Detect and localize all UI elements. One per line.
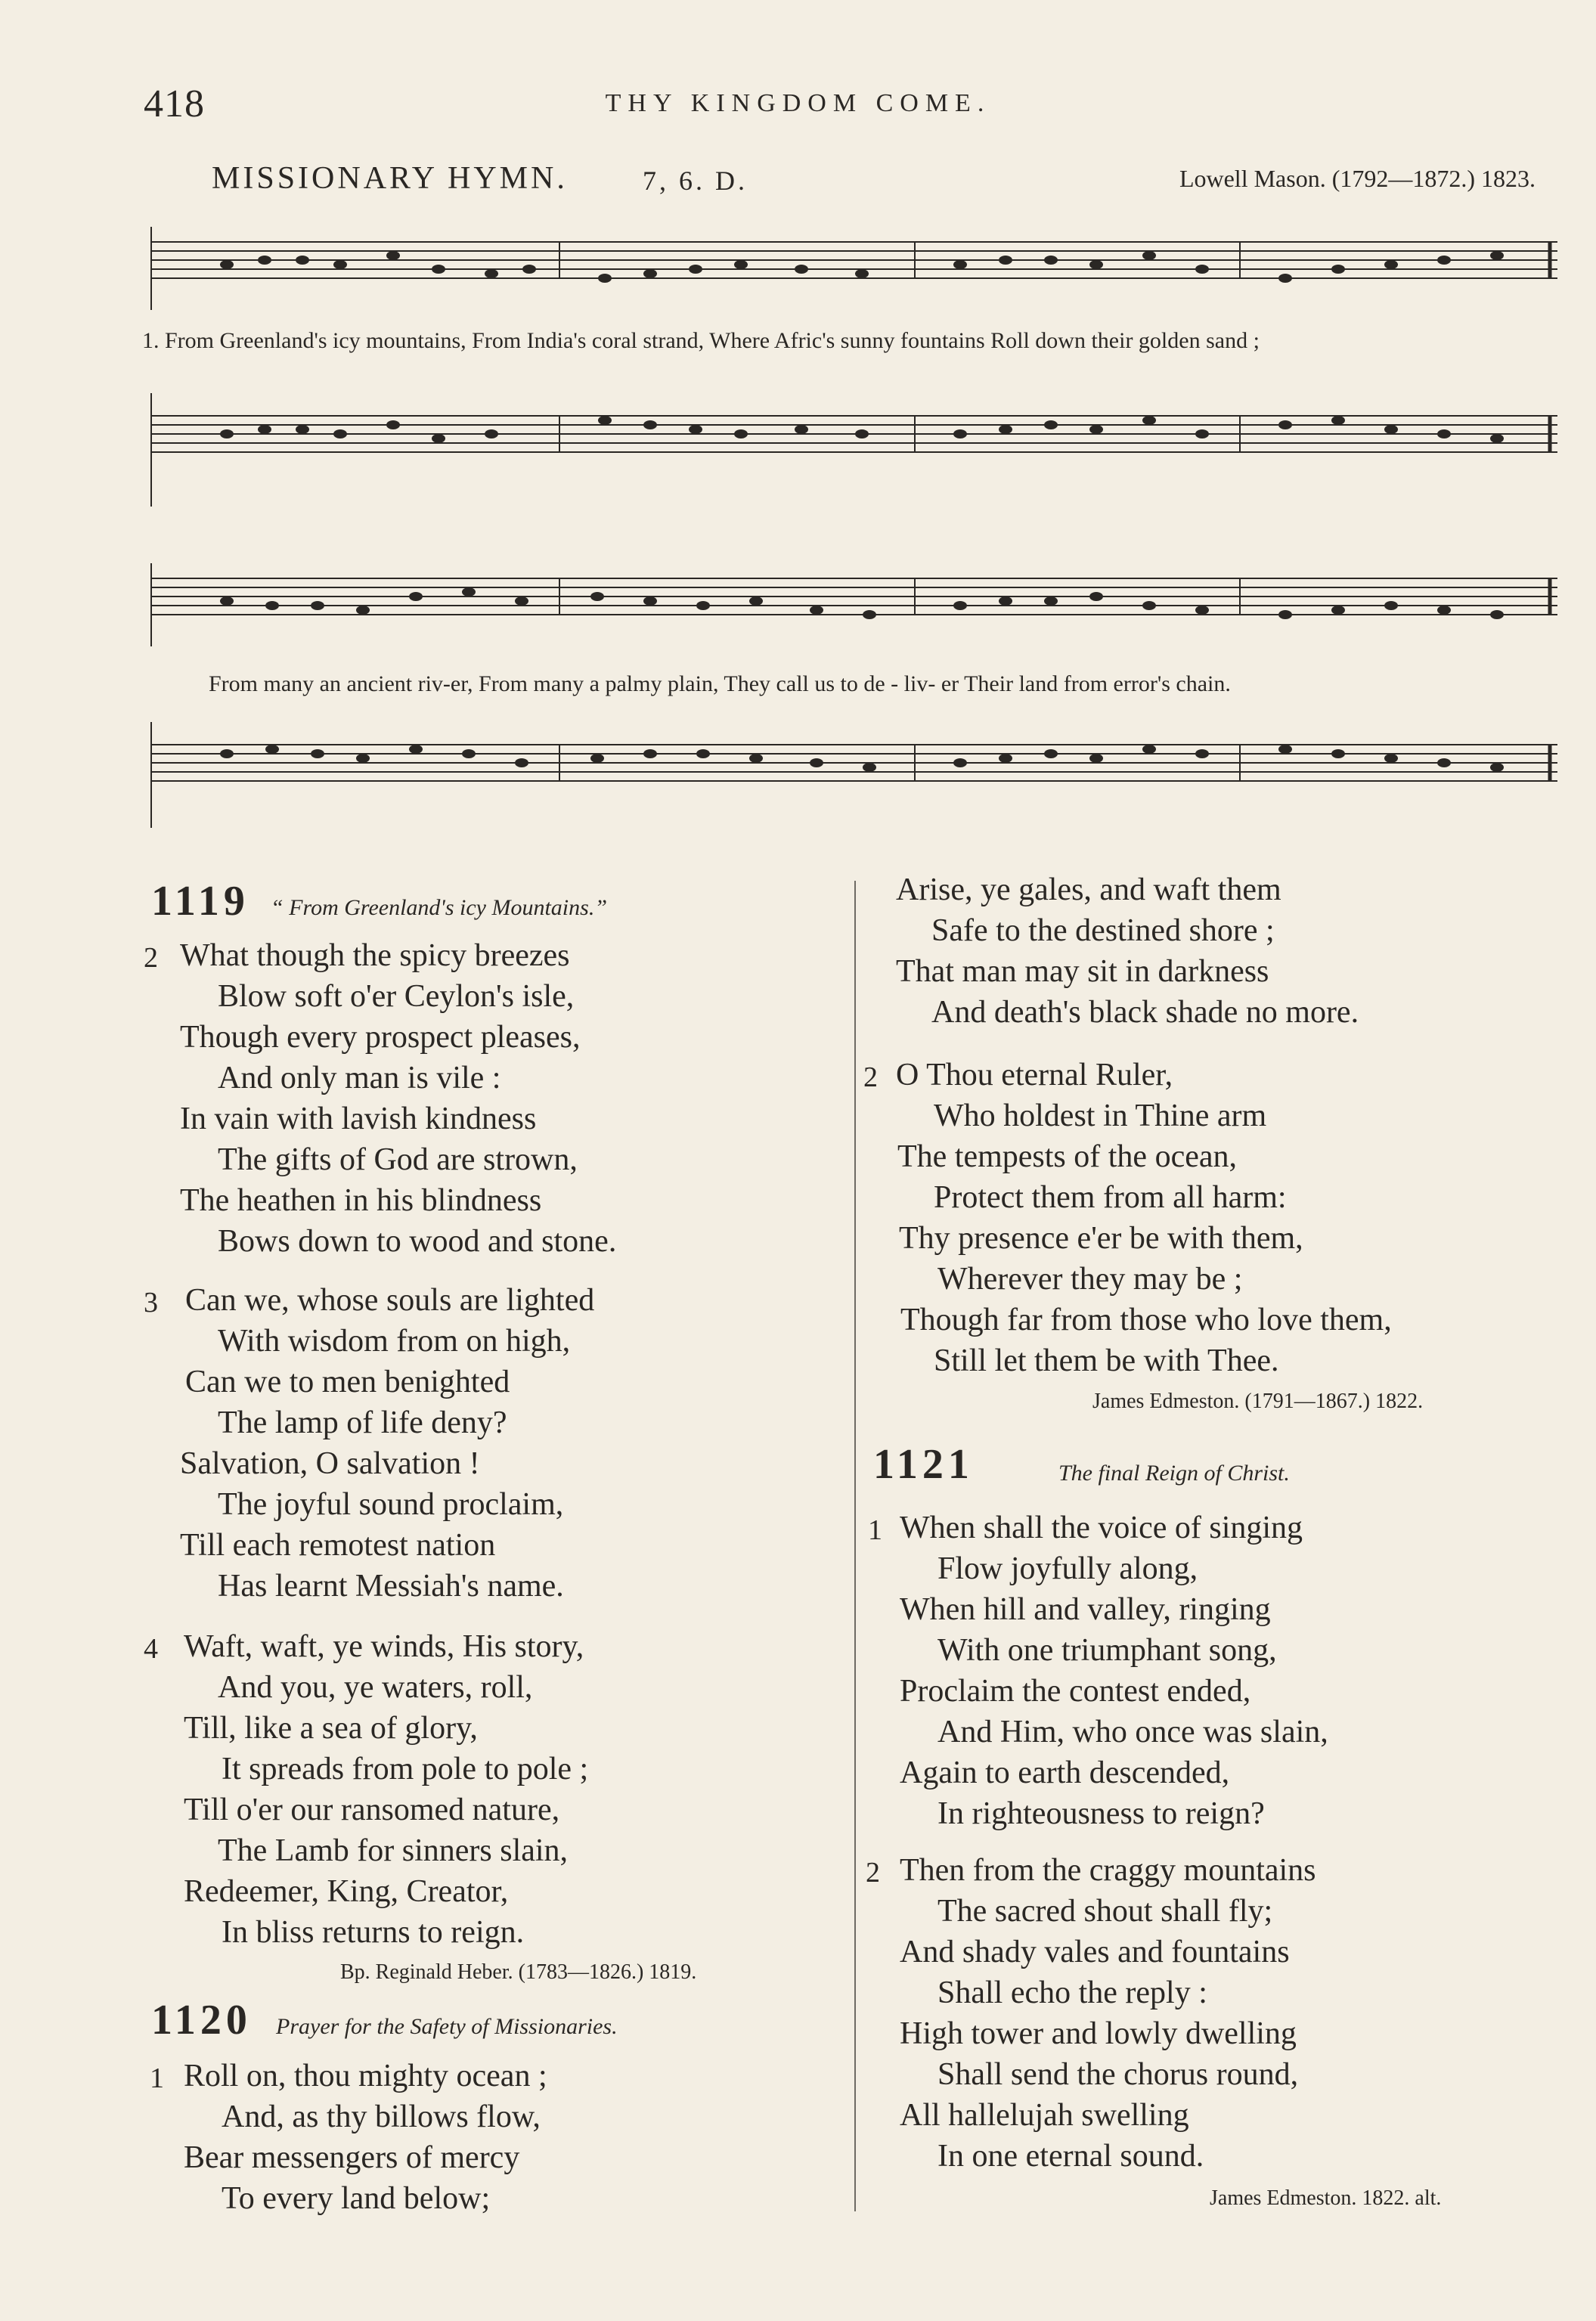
verse-line: When shall the voice of singing: [900, 1511, 1303, 1545]
verse-line: Though far from those who love them,: [900, 1303, 1392, 1337]
verse-line: Bows down to wood and stone.: [218, 1224, 617, 1259]
verse-line: In vain with lavish kindness: [180, 1102, 537, 1136]
verse-line: Then from the craggy mountains: [900, 1853, 1316, 1888]
verse-line: And, as thy billows flow,: [222, 2099, 541, 2134]
stanza-number: 2: [863, 1061, 878, 1093]
verse-line: All hallelujah swelling: [900, 2098, 1189, 2133]
stanza-number: 2: [144, 942, 158, 974]
verse-line: Has learnt Messiah's name.: [218, 1569, 564, 1604]
verse-line: Shall send the chorus round,: [937, 2057, 1299, 2092]
verse-line: O Thou eternal Ruler,: [896, 1058, 1173, 1092]
tune-composer: Lowell Mason. (1792—1872.) 1823.: [1179, 165, 1536, 192]
verse-line: The sacred shout shall fly;: [937, 1894, 1273, 1929]
verse-line: When hill and valley, ringing: [900, 1592, 1271, 1627]
verse-line: In bliss returns to reign.: [222, 1915, 525, 1950]
verse-line: Bear messengers of mercy: [184, 2140, 520, 2175]
verse-line: To every land below;: [222, 2181, 491, 2216]
verse-line: It spreads from pole to pole ;: [222, 1752, 589, 1786]
verse-line: Though every prospect pleases,: [180, 1020, 581, 1055]
music-score-system-1: [136, 204, 1573, 522]
tune-meter: 7, 6. D.: [643, 166, 748, 196]
verse-line: The joyful sound proclaim,: [218, 1487, 564, 1522]
treble-staff-2: [151, 563, 1557, 646]
hymn-title: The final Reign of Christ.: [1058, 1461, 1290, 1486]
verse-line: Safe to the destined shore ;: [931, 913, 1275, 948]
hymn-number: 1121: [873, 1441, 974, 1488]
stanza-number: 3: [144, 1287, 158, 1319]
verse-line: And Him, who once was slain,: [937, 1715, 1328, 1749]
hymn-number: 1119: [151, 878, 249, 925]
verse-line: Who holdest in Thine arm: [934, 1099, 1267, 1133]
verse-line: The gifts of God are strown,: [218, 1142, 578, 1177]
verse-line: Proclaim the contest ended,: [900, 1674, 1251, 1709]
stanza-number: 4: [144, 1633, 158, 1665]
verse-line: Blow soft o'er Ceylon's isle,: [218, 979, 575, 1014]
verse-line: Salvation, O salvation !: [180, 1446, 480, 1481]
verse-line: Till each remotest nation: [180, 1528, 496, 1563]
page-number: 418: [144, 82, 205, 126]
verse-line: The Lamb for sinners slain,: [218, 1833, 569, 1868]
verse-line: Protect them from all harm:: [934, 1180, 1287, 1215]
running-head: THY KINGDOM COME.: [605, 89, 991, 117]
verse-line: In righteousness to reign?: [937, 1796, 1265, 1831]
verse-line: And only man is vile :: [218, 1061, 501, 1095]
verse-line: With wisdom from on high,: [218, 1324, 571, 1359]
verse-line: Wherever they may be ;: [937, 1262, 1243, 1297]
verse-line: And shady vales and fountains: [900, 1935, 1290, 1969]
verse-line: Till, like a sea of glory,: [184, 1711, 478, 1746]
verse-line: Waft, waft, ye winds, His story,: [184, 1629, 584, 1664]
verse-line: That man may sit in darkness: [896, 954, 1269, 989]
author-credit: Bp. Reginald Heber. (1783—1826.) 1819.: [340, 1960, 697, 1984]
bass-staff-2: [151, 722, 1557, 828]
verse-line: And death's black shade no more.: [931, 995, 1359, 1030]
note-heads-bass-2: [220, 745, 1504, 772]
verse-line: And you, ye waters, roll,: [218, 1670, 533, 1705]
treble-staff-1: [151, 227, 1557, 310]
verse-line: Roll on, thou mighty ocean ;: [184, 2059, 547, 2093]
verse-line: Flow joyfully along,: [937, 1551, 1198, 1586]
verse-line: The tempests of the ocean,: [897, 1139, 1237, 1174]
note-heads-bass-1: [220, 416, 1504, 443]
verse-line: Arise, ye gales, and waft them: [896, 872, 1281, 907]
column-divider: [854, 881, 856, 2211]
verse-line: With one triumphant song,: [937, 1633, 1277, 1668]
hymn-number: 1120: [151, 1997, 252, 2044]
lyrics-system-2: From many an ancient riv-er, From many a palmy plain, They call us to de - liv- er Their land from error's chain.: [209, 671, 1231, 696]
verse-line: Till o'er our ransomed nature,: [184, 1793, 560, 1827]
stanza-number: 2: [866, 1857, 880, 1889]
verse-line: The heathen in his blindness: [180, 1183, 542, 1218]
verse-line: Can we, whose souls are lighted: [185, 1283, 595, 1318]
tune-name: MISSIONARY HYMN.: [212, 161, 568, 196]
stanza-number: 1: [150, 2062, 164, 2094]
verse-line: High tower and lowly dwelling: [900, 2016, 1297, 2051]
author-credit: James Edmeston. 1822. alt.: [1210, 2186, 1442, 2210]
verse-line: Thy presence e'er be with them,: [899, 1221, 1303, 1256]
stanza-number: 1: [868, 1514, 882, 1546]
verse-line: What though the spicy breezes: [180, 938, 570, 973]
hymn-title: Prayer for the Safety of Missionaries.: [276, 2014, 618, 2039]
verse-line: The lamp of life deny?: [218, 1405, 507, 1440]
verse-line: Redeemer, King, Creator,: [184, 1874, 509, 1909]
lyrics-system-1: 1. From Greenland's icy mountains, From India's coral strand, Where Afric's sunny fountains Roll down their golden sand ;: [142, 328, 1260, 353]
author-credit: James Edmeston. (1791—1867.) 1822.: [1092, 1390, 1424, 1413]
verse-line: Again to earth descended,: [900, 1755, 1230, 1790]
verse-line: Can we to men benighted: [185, 1365, 510, 1399]
verse-line: Still let them be with Thee.: [934, 1343, 1279, 1378]
verse-line: Shall echo the reply :: [937, 1975, 1207, 2010]
hymn-title: “ From Greenland's icy Mountains.”: [271, 895, 608, 920]
bass-staff-1: [151, 393, 1557, 507]
verse-line: In one eternal sound.: [937, 2139, 1204, 2174]
